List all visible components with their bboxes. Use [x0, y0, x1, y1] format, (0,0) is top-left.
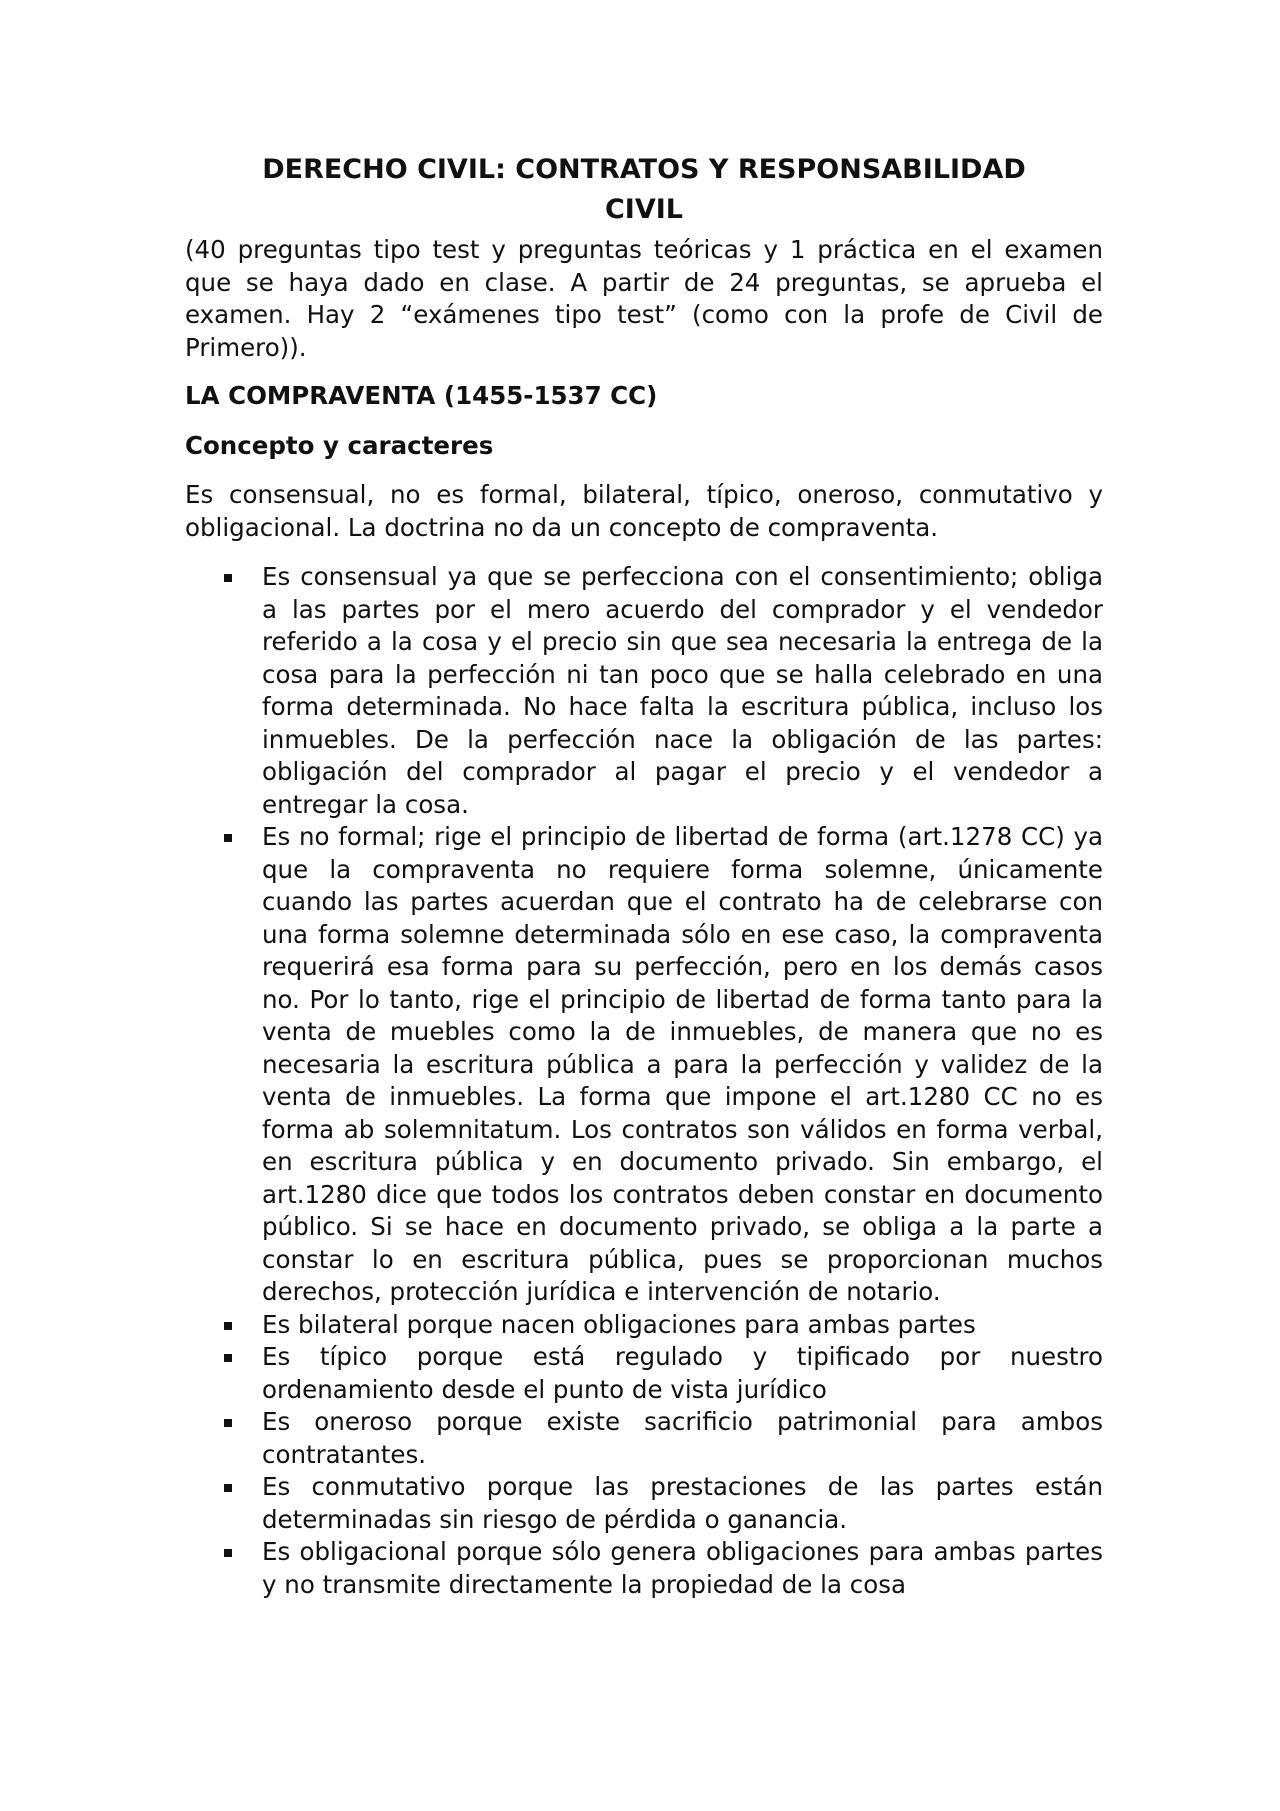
- list-item: [262, 1309, 1103, 1342]
- list-item: [262, 1406, 1103, 1471]
- square-bullet-icon: [224, 574, 232, 582]
- square-bullet-icon: [224, 1484, 232, 1492]
- list-item: [262, 821, 1103, 1309]
- subsection-heading: Concepto y caracteres: [185, 430, 494, 460]
- square-bullet-icon: [224, 1419, 232, 1427]
- square-bullet-icon: [224, 834, 232, 842]
- list-item-text: Es típico porque está regulado y tipificado por nuestro ordenamiento desde el punto de vista jurídico: [262, 1342, 1103, 1404]
- list-item-text: Es no formal; rige el principio de libertad de forma (art.1278 CC) ya que la compraventa no requiere forma solemne, únicamente cuando las partes acuerdan que el contrato ha de celebrarse con una forma solemne determinada sólo en ese caso, la compraventa requerirá esa forma para su perfección, pero en los demás casos no. Por lo tanto, rige el principio de libertad de forma tanto para la venta de muebles como la de inmuebles, de manera que no es necesaria la escritura pública a para la perfección y validez de la venta de inmuebles. La forma que impone el art.1280 CC no es forma ab solemnitatum. Los contratos son válidos en forma verbal, en escritura pública y en documento privado. Sin embargo, el art.1280 dice que todos los contratos deben constar en documento público. Si se hace en documento privado, se obliga a la parte a constar lo en escritura pública, pues se proporcionan muchos derechos, protección jurídica e intervención de notario.: [262, 822, 1103, 1306]
- square-bullet-icon: [224, 1354, 232, 1362]
- list-item: [262, 1471, 1103, 1536]
- list-item-text: Es obligacional porque sólo genera obligaciones para ambas partes y no transmite directamente la propiedad de la cosa: [262, 1537, 1103, 1599]
- section-heading: LA COMPRAVENTA (1455-1537 CC): [185, 381, 658, 410]
- intro-paragraph: (40 preguntas tipo test y preguntas teóricas y 1 práctica en el examen que se haya dado en clase. A partir de 24 preguntas, se aprueba el examen. Hay 2 “exámenes tipo test” (como con la profe de Civil de Primero)).: [185, 235, 1103, 362]
- square-bullet-icon: [224, 1322, 232, 1330]
- list-item: [262, 561, 1103, 821]
- square-bullet-icon: [224, 1549, 232, 1557]
- list-item: [262, 1536, 1103, 1601]
- list-item-text: Es conmutativo porque las prestaciones de las partes están determinadas sin riesgo de pérdida o ganancia.: [262, 1472, 1103, 1534]
- list-item: [262, 1341, 1103, 1406]
- list-item-text: Es oneroso porque existe sacrificio patrimonial para ambos contratantes.: [262, 1407, 1103, 1469]
- list-item-text: Es consensual ya que se perfecciona con el consentimiento; obliga a las partes por el mero acuerdo del comprador y el vendedor referido a la cosa y el precio sin que sea necesaria la entrega de la cosa para la perfección ni tan poco que se halla celebrado en una forma determinada. No hace falta la escritura pública, incluso los inmuebles. De la perfección nace la obligación de las partes: obligación del comprador al pagar el precio y el vendedor a entregar la cosa.: [262, 562, 1103, 819]
- list-item-text: Es bilateral porque nacen obligaciones para ambas partes: [262, 1309, 976, 1339]
- document-page: [185, 150, 1103, 1601]
- document-title: DERECHO CIVIL: CONTRATOS Y RESPONSABILIDAD CIVIL: [262, 154, 1026, 225]
- characteristics-list: [185, 561, 1103, 1601]
- concept-paragraph: Es consensual, no es formal, bilateral, típico, oneroso, conmutativo y obligacional. La doctrina no da un concepto de compraventa.: [185, 480, 1103, 542]
